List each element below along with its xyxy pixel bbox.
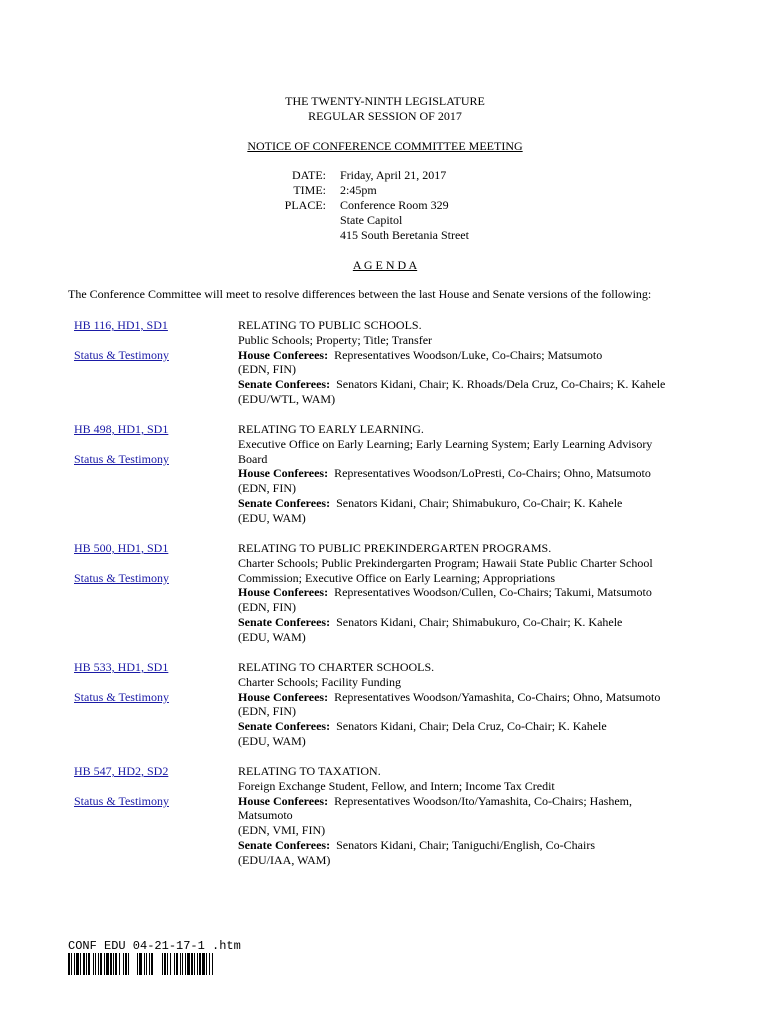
bill-description	[238, 764, 708, 868]
status-testimony-link[interactable]: Status & Testimony	[74, 348, 169, 362]
house-committees: (EDN, FIN)	[238, 600, 296, 615]
bill-subject: Public Schools; Property; Title; Transfer	[238, 332, 433, 347]
senate-committees: (EDU, WAM)	[238, 629, 306, 644]
senate-conferees: Senators Kidani, Chair; Shimabukuro, Co-Chair; K. Kahele	[336, 495, 623, 510]
agenda-title: A G E N D A	[352, 258, 418, 272]
senate-conferees-label: Senate Conferees:	[238, 614, 331, 629]
house-committees: (EDN, FIN)	[238, 362, 296, 377]
notice-heading-wrap	[0, 139, 770, 154]
senate-conferees-line	[238, 615, 708, 630]
house-committees: (EDN, FIN)	[238, 481, 296, 496]
senate-conferees: Senators Kidani, Chair; Dela Cruz, Co-Chair; K. Kahele	[336, 719, 607, 734]
senate-conferees-label: Senate Conferees:	[238, 377, 331, 392]
place-line: State Capitol	[340, 213, 403, 227]
senate-conferees-line	[238, 838, 708, 853]
senate-conferees-label: Senate Conferees:	[238, 719, 331, 734]
bill-link[interactable]: HB 533, HD1, SD1	[74, 660, 169, 674]
senate-conferees-line	[238, 496, 708, 511]
house-conferees-line	[238, 794, 708, 809]
bill-description	[238, 541, 708, 645]
senate-conferees: Senators Kidani, Chair; Taniguchi/English, Co-Chairs	[336, 837, 596, 852]
bill-description	[238, 422, 708, 526]
date-label: DATE:	[292, 168, 326, 182]
bill-subject: Commission; Executive Office on Early Learning; Appropriations	[238, 570, 556, 585]
bill-subject: Charter Schools; Public Prekindergarten Program; Hawaii State Public Charter School	[238, 555, 653, 570]
house-conferees: Representatives Woodson/Ito/Yamashita, Co-Chairs; Hashem,	[334, 793, 632, 808]
bill-subject: Board	[238, 451, 268, 466]
bill-title: RELATING TO TAXATION.	[238, 764, 381, 778]
house-conferees: Representatives Woodson/LoPresti, Co-Chairs; Ohno, Matsumoto	[334, 466, 651, 481]
status-testimony-link[interactable]: Status & Testimony	[74, 571, 169, 585]
notice-heading: NOTICE OF CONFERENCE COMMITTEE MEETING	[247, 139, 523, 153]
bill-title: RELATING TO PUBLIC SCHOOLS.	[238, 318, 422, 332]
bill-description	[238, 318, 708, 407]
house-conferees-line	[238, 585, 708, 600]
senate-committees: (EDU/WTL, WAM)	[238, 391, 336, 406]
house-conferees: Representatives Woodson/Yamashita, Co-Chairs; Ohno, Matsumoto	[334, 689, 661, 704]
time-value: 2:45pm	[340, 183, 377, 197]
house-committees: (EDN, VMI, FIN)	[238, 823, 326, 838]
house-conferees-cont: Matsumoto	[238, 808, 293, 823]
bill-subject: Charter Schools; Facility Funding	[238, 674, 401, 689]
bill-title: RELATING TO EARLY LEARNING.	[238, 422, 424, 436]
session-title: REGULAR SESSION OF 2017	[308, 109, 462, 123]
bill-subject: Executive Office on Early Learning; Early Learning System; Early Learning Advisory	[238, 436, 653, 451]
place-row	[0, 198, 770, 213]
house-committees: (EDN, FIN)	[238, 704, 296, 719]
senate-committees: (EDU, WAM)	[238, 733, 306, 748]
date-row	[0, 168, 770, 183]
house-conferees-label: House Conferees:	[238, 793, 329, 808]
house-conferees-label: House Conferees:	[238, 347, 329, 362]
place-line: Conference Room 329	[340, 198, 449, 212]
senate-conferees-label: Senate Conferees:	[238, 837, 331, 852]
house-conferees-label: House Conferees:	[238, 466, 329, 481]
status-testimony-link[interactable]: Status & Testimony	[74, 794, 169, 808]
senate-conferees-line	[238, 377, 708, 392]
time-row	[0, 183, 770, 198]
status-testimony-link[interactable]: Status & Testimony	[74, 690, 169, 704]
house-conferees-label: House Conferees:	[238, 689, 329, 704]
senate-committees: (EDU/IAA, WAM)	[238, 852, 331, 867]
bill-description	[238, 660, 708, 749]
bill-subject: Foreign Exchange Student, Fellow, and Intern; Income Tax Credit	[238, 778, 555, 793]
house-conferees-line	[238, 690, 708, 705]
barcode-bar	[213, 953, 214, 975]
house-conferees: Representatives Woodson/Cullen, Co-Chairs; Takumi, Matsumoto	[334, 585, 652, 600]
bill-link[interactable]: HB 116, HD1, SD1	[74, 318, 168, 332]
senate-committees: (EDU, WAM)	[238, 510, 306, 525]
house-conferees-label: House Conferees:	[238, 585, 329, 600]
house-conferees-line	[238, 348, 708, 363]
intro-text: The Conference Committee will meet to resolve differences between the last House and Senate versions of the following:	[68, 287, 652, 301]
legislature-title: THE TWENTY-NINTH LEGISLATURE	[285, 94, 485, 108]
time-label: TIME:	[293, 183, 326, 197]
house-conferees: Representatives Woodson/Luke, Co-Chairs; Matsumoto	[334, 347, 603, 362]
senate-conferees-line	[238, 719, 708, 734]
footer-filename: CONF EDU 04-21-17-1 .htm	[68, 939, 241, 953]
barcode	[68, 953, 296, 975]
date-value: Friday, April 21, 2017	[340, 168, 447, 182]
bill-link[interactable]: HB 547, HD2, SD2	[74, 764, 169, 778]
senate-conferees-label: Senate Conferees:	[238, 495, 331, 510]
bill-title: RELATING TO PUBLIC PREKINDERGARTEN PROGRAMS.	[238, 541, 552, 555]
bill-link[interactable]: HB 498, HD1, SD1	[74, 422, 169, 436]
bill-title: RELATING TO CHARTER SCHOOLS.	[238, 660, 435, 674]
house-conferees-line	[238, 466, 708, 481]
place-label: PLACE:	[284, 198, 326, 212]
bill-link[interactable]: HB 500, HD1, SD1	[74, 541, 169, 555]
agenda-title-wrap	[0, 258, 770, 273]
senate-conferees: Senators Kidani, Chair; K. Rhoads/Dela Cruz, Co-Chairs; K. Kahele	[336, 377, 666, 392]
place-line: 415 South Beretania Street	[340, 228, 469, 242]
status-testimony-link[interactable]: Status & Testimony	[74, 452, 169, 466]
senate-conferees: Senators Kidani, Chair; Shimabukuro, Co-Chair; K. Kahele	[336, 614, 623, 629]
